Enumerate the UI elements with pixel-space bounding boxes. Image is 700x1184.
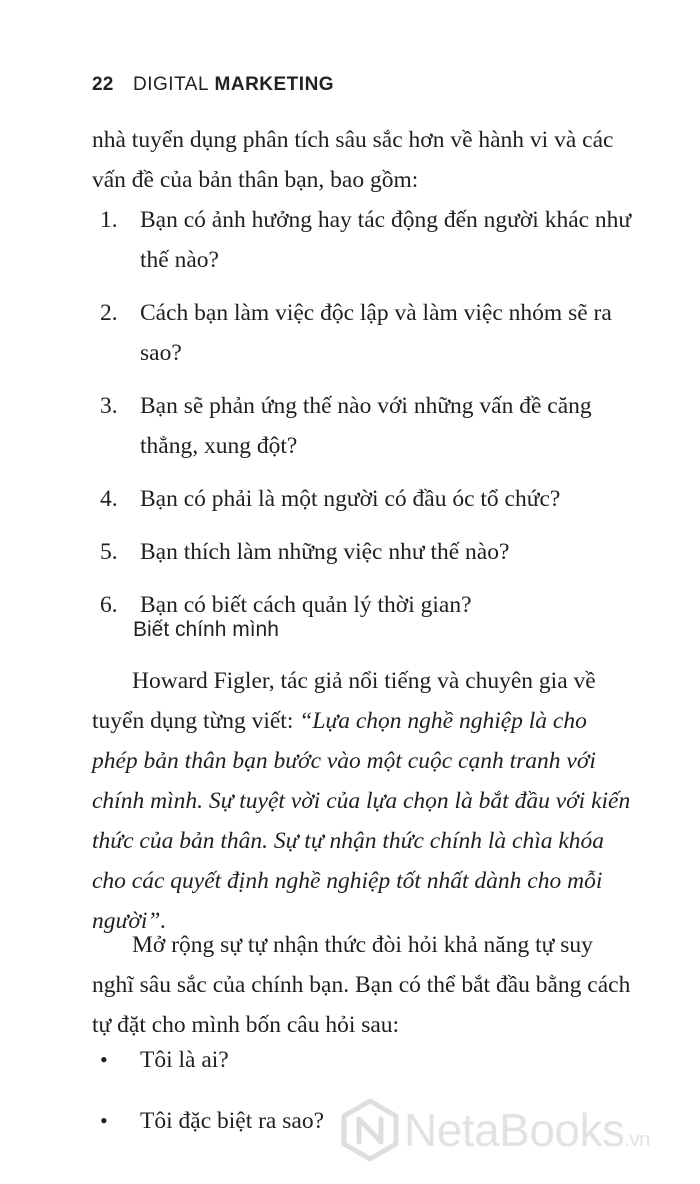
list-item-text: Bạn thích làm những việc như thế nào? xyxy=(140,539,510,565)
list-number: 4. xyxy=(100,486,118,512)
list-item xyxy=(100,200,640,280)
numbered-question-list xyxy=(100,200,640,638)
section-heading: Biết chính mình xyxy=(133,618,279,641)
book-title-digital: DIGITAL xyxy=(133,74,210,95)
list-item xyxy=(100,479,640,519)
book-title-marketing: MARKETING xyxy=(214,74,335,95)
list-item-text: Tôi đặc biệt ra sao? xyxy=(140,1108,324,1134)
netabooks-watermark xyxy=(340,1098,650,1162)
watermark-brand: NetaBooks xyxy=(404,1104,625,1156)
list-number: 2. xyxy=(100,300,118,326)
list-number: 1. xyxy=(100,207,118,233)
list-item xyxy=(100,386,640,466)
netabooks-logo-icon xyxy=(340,1098,400,1162)
list-item-text: Cách bạn làm việc độc lập và làm việc nhóm sẽ ra sao? xyxy=(140,300,612,366)
paragraph-lead: Howard Figler, tác giả nổi tiếng và chuyên gia về tuyển dụng từng viết: xyxy=(92,668,596,734)
running-header xyxy=(92,74,334,96)
list-item xyxy=(100,532,640,572)
list-item-text: Bạn có ảnh hưởng hay tác động đến người khác như thế nào? xyxy=(140,207,632,273)
intro-paragraph: nhà tuyển dụng phân tích sâu sắc hơn về hành vi và các vấn đề của bản thân bạn, bao gồm: xyxy=(92,127,614,193)
quote-paragraph xyxy=(92,661,632,941)
page-number: 22 xyxy=(92,74,114,95)
list-number: 6. xyxy=(100,592,118,618)
italic-quote: “Lựa chọn nghề nghiệp là cho phép bản thân bạn bước vào một cuộc cạnh tranh với chính mình. Sự tuyệt vời của lựa chọn là bắt đầu với kiến thức của bản thân. Sự tự nhận thức chính là chìa khóa cho các quyết định nghề nghiệp tốt nhất dành cho mỗi người”. xyxy=(92,708,631,934)
self-awareness-paragraph: Mở rộng sự tự nhận thức đòi hỏi khả năng tự suy nghĩ sâu sắc của chính bạn. Bạn có thể bắt đầu bằng cách tự đặt cho mình bốn câu hỏi sau: xyxy=(92,932,631,1038)
list-item-text: Bạn có biết cách quản lý thời gian? xyxy=(140,592,472,618)
list-number: 3. xyxy=(100,393,118,419)
watermark-suffix: .vn xyxy=(624,1129,650,1151)
list-number: 5. xyxy=(100,539,118,565)
list-item-text: Tôi là ai? xyxy=(140,1047,229,1073)
watermark-text xyxy=(404,1103,650,1157)
bullet-marker: • xyxy=(100,1108,108,1133)
list-item xyxy=(100,1040,640,1080)
bullet-marker: • xyxy=(100,1047,108,1072)
list-item-text: Bạn sẽ phản ứng thế nào với những vấn đề căng thẳng, xung đột? xyxy=(140,393,592,459)
list-item xyxy=(100,293,640,373)
list-item-text: Bạn có phải là một người có đầu óc tổ chức? xyxy=(140,486,561,512)
